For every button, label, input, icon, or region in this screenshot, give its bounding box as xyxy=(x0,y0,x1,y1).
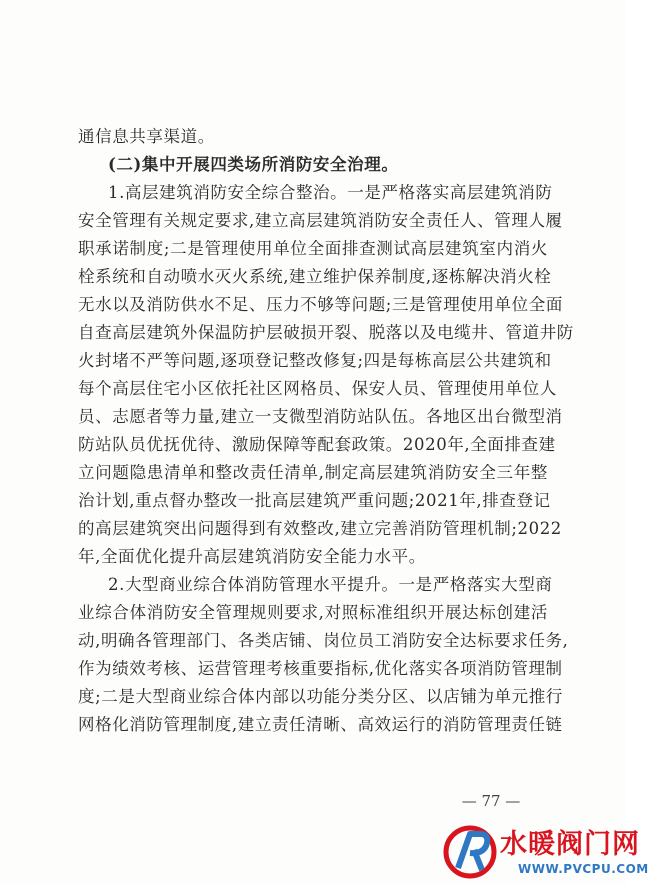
paragraph-1-line-1: 1.高层建筑消防安全综合整治。一是严格落实高层建筑消防 xyxy=(108,183,553,202)
paragraph-1-line-14: 年,全面优化提升高层建筑消防安全能力水平。 xyxy=(78,547,426,566)
paragraph-2-line-5: 度;二是大型商业综合体内部以功能分类分区、以店铺为单元推行 xyxy=(78,687,563,706)
paragraph-1-line-8: 每个高层住宅小区依托社区网格员、保安人员、管理使用单位人 xyxy=(78,379,557,398)
paragraph-2-line-6: 网格化消防管理制度,建立责任清晰、高效运行的消防管理责任链 xyxy=(78,715,563,734)
paragraph-1-line-6: 自查高层建筑外保温防护层破损开裂、脱落以及电缆井、管道井防 xyxy=(78,323,574,342)
watermark-url: WWW.PVCPU.COM xyxy=(518,862,649,876)
watermark-logo xyxy=(440,820,649,885)
paragraph-1-line-10: 防站队员优抚优待、激励保障等配套政策。2020年,全面排查建 xyxy=(78,435,556,454)
paragraph-2-line-3: 动,明确各管理部门、各类店铺、岗位员工消防安全达标要求任务, xyxy=(78,631,569,650)
paragraph-2-line-4: 作为绩效考核、运营管理考核重要指标,优化落实各项消防管理制 xyxy=(78,659,563,678)
paragraph-1-line-3: 职承诺制度;二是管理使用单位全面排查测试高层建筑室内消火 xyxy=(78,239,548,258)
paragraph-2-line-2: 业综合体消防安全管理规则要求,对照标准组织开展达标创建活 xyxy=(78,603,548,622)
watermark-brand-text: 水暖阀门网 xyxy=(500,829,640,860)
paragraph-2-line-1: 2.大型商业综合体消防管理水平提升。一是严格落实大型商 xyxy=(108,575,553,594)
brand-logo-icon xyxy=(440,820,504,882)
paragraph-1-line-2: 安全管理有关规定要求,建立高层建筑消防安全责任人、管理人履 xyxy=(78,211,563,230)
paragraph-1-line-13: 的高层建筑突出问题得到有效整改,建立完善消防管理机制;2022 xyxy=(78,519,562,538)
paragraph-1-line-12: 治计划,重点督办整改一批高层建筑严重问题;2021年,排查登记 xyxy=(78,491,551,510)
paragraph-1-line-7: 火封堵不严等问题,逐项登记整改修复;四是每栋高层公共建筑和 xyxy=(78,351,552,370)
paragraph-1-line-9: 员、志愿者等力量,建立一支微型消防站队伍。各地区出台微型消 xyxy=(78,407,563,426)
section-heading: (二)集中开展四类场所消防安全治理。 xyxy=(108,155,399,174)
paragraph-1-line-4: 栓系统和自动喷水灭火系统,建立维护保养制度,逐栋解决消火栓 xyxy=(78,267,552,286)
page-number: — 77 — xyxy=(461,792,521,810)
text-line-1: 通信息共享渠道。 xyxy=(78,127,215,146)
paragraph-1-line-11: 立问题隐患清单和整改责任清单,制定高层建筑消防安全三年整 xyxy=(78,463,548,482)
paragraph-1-line-5: 无水以及消防供水不足、压力不够等问题;三是管理使用单位全面 xyxy=(78,295,563,314)
